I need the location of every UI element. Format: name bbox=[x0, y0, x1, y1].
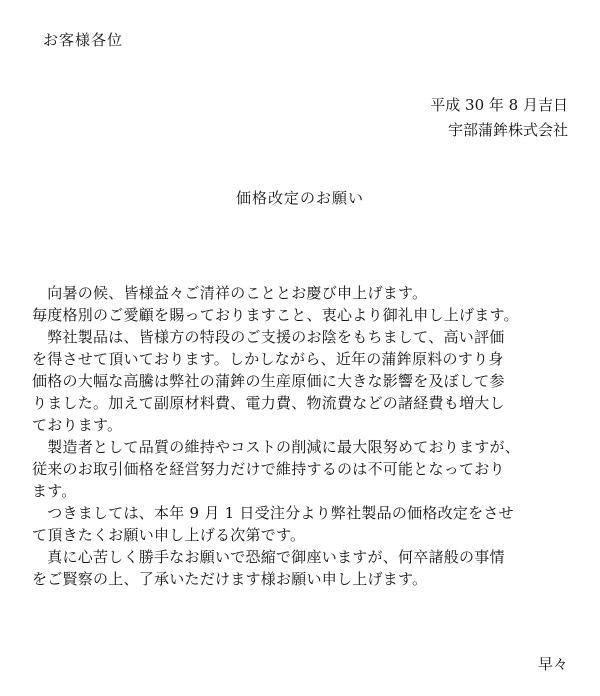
body-line: 弊社製品は、皆様方の特段のご支援のお陰をもちまして、高い評価 bbox=[32, 328, 505, 346]
body-line: りました。加えて副原材料費、電力費、物流費などの諸経費も増大し bbox=[32, 394, 505, 412]
letter-body bbox=[32, 282, 572, 590]
letter-date: 平成 30 年 8 月吉日 bbox=[430, 96, 568, 114]
body-line: 真に心苦しく勝手なお願いで恐縮で御座いますが、何卒諸般の事情 bbox=[32, 548, 505, 566]
company-name: 宇部蒲鉾株式会社 bbox=[447, 121, 568, 139]
body-line: ております。 bbox=[32, 416, 123, 434]
body-line: 価格の大幅な高騰は弊社の蒲鉾の生産原価に大きな影響を及ぼして参 bbox=[32, 372, 505, 390]
body-line: 向暑の候、皆様益々ご清祥のこととお慶び申上げます。 bbox=[32, 284, 428, 302]
body-line: 製造者として品質の維持やコストの削減に最大限努めておりますが、 bbox=[32, 438, 521, 456]
body-line: つきましては、本年 9 月 1 日受注分より弊社製品の価格改定をさせ bbox=[32, 504, 514, 522]
body-line: 従来のお取引価格を経営努力だけで維持するのは不可能となっており bbox=[32, 460, 505, 478]
letter-title: 価格改定のお願い bbox=[235, 189, 364, 207]
addressee: お客様各位 bbox=[43, 31, 124, 49]
body-line: を得させて頂いております。しかしながら、近年の蒲鉾原料のすり身 bbox=[32, 350, 504, 368]
body-line: をご賢察の上、了承いただけます様お願い申し上げます。 bbox=[32, 570, 428, 588]
body-line: 毎度格別のご愛顧を賜っておりますこと、衷心より御礼申し上げます。 bbox=[32, 306, 519, 324]
body-line: ます。 bbox=[32, 482, 77, 500]
closing-salutation: 早々 bbox=[537, 655, 568, 673]
body-line: て頂きたくお願い申し上げる次第です。 bbox=[32, 526, 306, 544]
